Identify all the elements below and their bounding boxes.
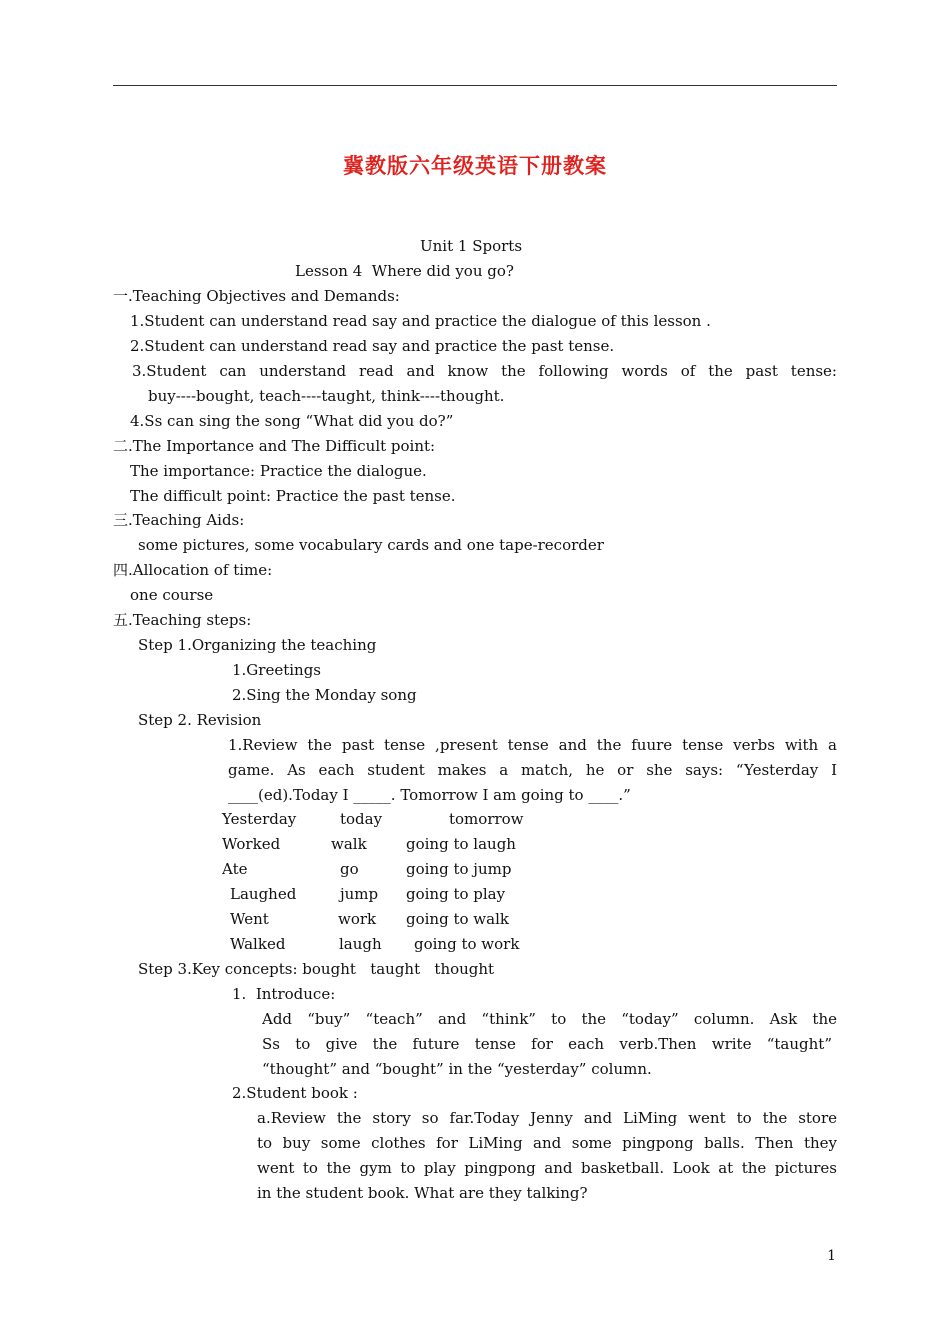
table-cell: Went	[230, 910, 269, 928]
table-cell: going to walk	[406, 910, 509, 928]
objective-item: 1.Student can understand read say and practice the dialogue of this lesson .	[130, 312, 711, 330]
step-heading: Step 1.Organizing the teaching	[138, 636, 377, 654]
table-cell: going to laugh	[406, 835, 516, 853]
step-heading: Step 2. Revision	[138, 711, 262, 729]
step-paragraph-line: Add “buy” “teach” and “think” to the “today” column. Ask the	[262, 1010, 837, 1028]
table-cell: laugh	[339, 935, 382, 953]
step-paragraph-line: ____(ed).Today I _____. Tomorrow I am going to ____.”	[228, 786, 631, 804]
table-cell: going to jump	[406, 860, 512, 878]
table-cell: tomorrow	[449, 810, 524, 828]
table-cell: walk	[331, 835, 367, 853]
aids-heading: 三.Teaching Aids:	[113, 511, 245, 529]
page-number: 1	[827, 1248, 836, 1264]
objective-item: 2.Student can understand read say and practice the past tense.	[130, 337, 615, 355]
document-title: 冀教版六年级英语下册教案	[343, 154, 607, 178]
table-cell: Yesterday	[222, 810, 297, 828]
step-item: 2.Sing the Monday song	[232, 686, 417, 704]
time-text: one course	[130, 586, 214, 604]
steps-heading: 五.Teaching steps:	[113, 611, 252, 629]
table-cell: go	[340, 860, 359, 878]
step-paragraph-line: “thought” and “bought” in the “yesterday” column.	[262, 1060, 652, 1078]
step-paragraph-line: in the student book. What are they talking?	[257, 1184, 588, 1202]
difficult-text: The difficult point: Practice the past tense.	[130, 487, 456, 505]
table-cell: going to work	[414, 935, 520, 953]
step-paragraph-line: game. As each student makes a match, he or she says: “Yesterday I	[228, 761, 837, 779]
step-paragraph-line: to buy some clothes for LiMing and some pingpong balls. Then they	[257, 1134, 837, 1152]
objective-item-continued: buy----bought, teach----taught, think----thought.	[148, 387, 505, 405]
objectives-heading: 一.Teaching Objectives and Demands:	[113, 287, 400, 305]
table-cell: Worked	[222, 835, 281, 853]
aids-text: some pictures, some vocabulary cards and one tape-recorder	[138, 536, 604, 554]
unit-heading: Unit 1 Sports	[420, 237, 523, 255]
table-cell: jump	[340, 885, 379, 903]
table-cell: Ate	[222, 860, 248, 878]
table-cell: today	[340, 810, 383, 828]
header-rule	[113, 85, 837, 86]
time-heading: 四.Allocation of time:	[113, 561, 273, 579]
step-paragraph-line: a.Review the story so far.Today Jenny and LiMing went to the store	[257, 1109, 837, 1127]
step-item: 1. Introduce:	[232, 985, 336, 1003]
step-item: 1.Greetings	[232, 661, 322, 679]
step-paragraph-line: went to the gym to play pingpong and basketball. Look at the pictures	[257, 1159, 837, 1177]
step-paragraph-line: 1.Review the past tense ,present tense and the fuure tense verbs with a	[228, 736, 837, 754]
table-cell: work	[338, 910, 377, 928]
objective-item: 3.Student can understand read and know the following words of the past tense:	[132, 362, 837, 380]
points-heading: 二.The Importance and The Difficult point:	[113, 437, 436, 455]
table-cell: going to play	[406, 885, 506, 903]
lesson-heading: Lesson 4 Where did you go?	[295, 262, 514, 280]
objective-item: 4.Ss can sing the song “What did you do?”	[130, 412, 454, 430]
step-paragraph-line: Ss to give the future tense for each verb.Then write “taught”	[262, 1035, 832, 1053]
table-cell: Walked	[230, 935, 286, 953]
step-heading: Step 3.Key concepts: bought taught thought	[138, 960, 495, 978]
step-item: 2.Student book :	[232, 1084, 358, 1102]
importance-text: The importance: Practice the dialogue.	[130, 462, 427, 480]
table-cell: Laughed	[230, 885, 297, 903]
